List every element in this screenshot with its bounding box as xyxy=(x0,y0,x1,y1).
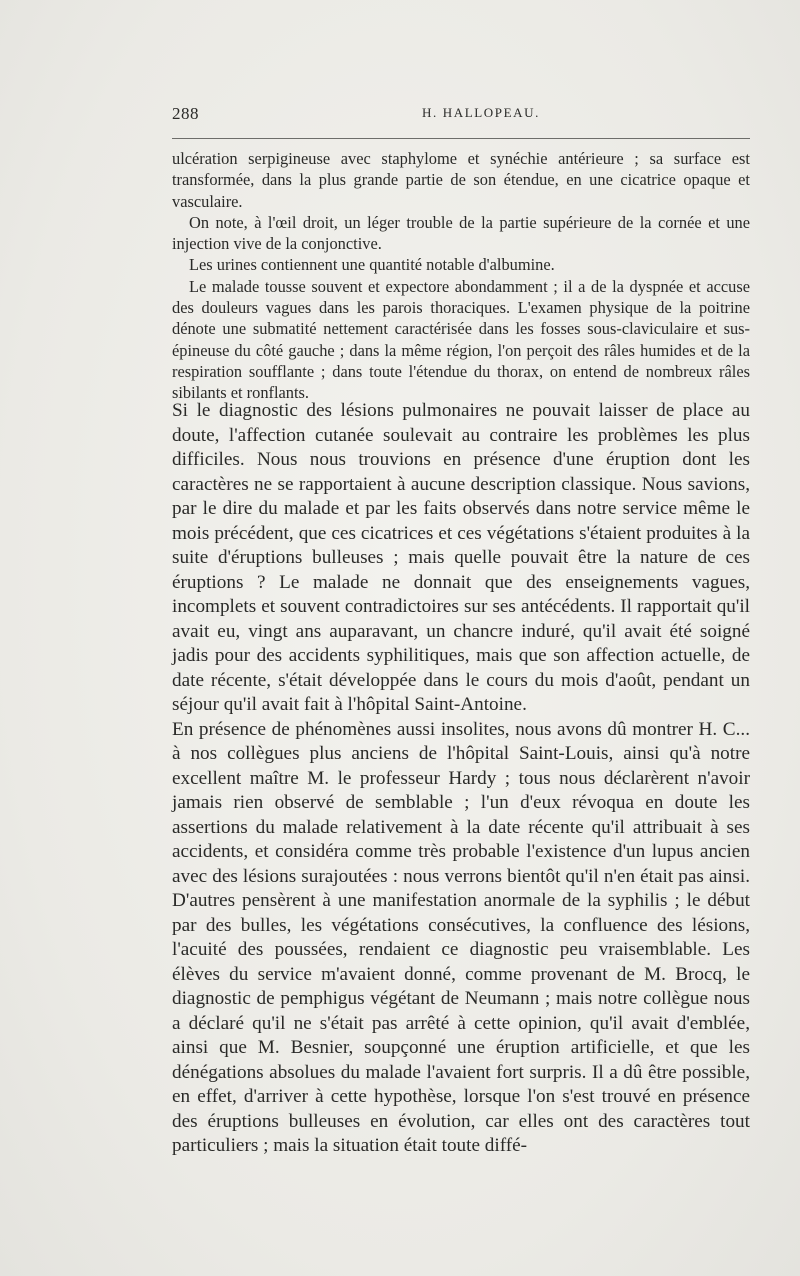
running-head: H. HALLOPEAU. xyxy=(422,105,540,120)
small-paragraph: Le malade tousse souvent et expectore abondamment ; il a de la dyspnée et accuse des douleurs vagues dans les parois thoraciques. L'examen physique de la poitrine dénote une submatité nettement caractérisée dans les fosses sous-claviculaire et sus-épineuse du côté gauche ; dans la même région, l'on perçoit des râles humides et de la respiration soufflante ; dans toute l'étendue du thorax, on entend de nombreux râles sibilants et ronflants. xyxy=(172,276,750,403)
case-observation-text xyxy=(172,148,750,404)
body-paragraph: En présence de phénomènes aussi insolites, nous avons dû montrer H. C... à nos collègues plus anciens de l'hôpital Saint-Louis, ainsi qu'à notre excellent maître M. le professeur Hardy ; tous nous déclarèrent n'avoir jamais rien observé de semblable ; l'un d'eux révoqua en doute les assertions du malade relativement à la date récente qu'il attribuait à ses accidents, et considéra comme très probable l'existence d'un lupus ancien avec des lésions surajoutées : nous verrons bientôt qu'il n'en était pas ainsi. D'autres pensèrent à une manifestation anormale de la syphilis ; le début par des bulles, les végétations consécutives, la confluence des lésions, l'acuité des poussées, rendaient ce diagnostic peu vraisemblable. Les élèves du service m'avaient donné, comme provenant de M. Brocq, le diagnostic de pemphigus végétant de Neumann ; mais notre collègue nous a déclaré qu'il ne s'était pas arrêté à cette opinion, qu'il avait d'emblée, ainsi que M. Besnier, soupçonné une éruption artificielle, et que les dénégations absolues du malade l'avaient fort surpris. Il a dû être possible, en effet, d'arriver à cette hypothèse, lorsque l'on s'est trouvé en présence des éruptions bulleuses en évolution, car elles ont des caractères tout particuliers ; mais la situation était toute diffé- xyxy=(172,718,750,1156)
body-paragraph: Si le diagnostic des lésions pulmonaires ne pouvait laisser de place au doute, l'affection cutanée soulevait au contraire les problèmes les plus difficiles. Nous nous trouvions en présence d'une éruption dont les caractères ne se rapportaient à aucune description classique. Nous savions, par le dire du malade et par les faits observés dans notre service même le mois précédent, que ces cicatrices et ces végétations s'étaient produites à la suite d'éruptions bulleuses ; mais quelle pouvait être la nature de ces éruptions ? Le malade ne donnait que des enseignements vagues, incomplets et souvent contradictoires sur ses antécédents. Il rapportait qu'il avait eu, vingt ans auparavant, un chancre induré, qu'il avait été soigné jadis pour des accidents syphilitiques, mais que son affection actuelle, de date récente, s'était développée dans le cours du mois d'août, pendant un séjour qu'il avait fait à l'hôpital Saint-Antoine. xyxy=(172,400,750,715)
small-paragraph: On note, à l'œil droit, un léger trouble de la partie supérieure de la cornée et une injection vive de la conjonctive. xyxy=(172,212,750,254)
small-paragraph: ulcération serpigineuse avec staphylome et synéchie antérieure ; sa surface est transformée, dans la plus grande partie de son étendue, en une cicatrice opaque et vasculaire. xyxy=(172,149,750,211)
main-body-text xyxy=(172,399,750,1159)
page-number: 288 xyxy=(172,104,199,123)
header-rule xyxy=(172,138,750,139)
page-header xyxy=(172,104,750,126)
small-paragraph: Les urines contiennent une quantité notable d'albumine. xyxy=(189,255,555,275)
